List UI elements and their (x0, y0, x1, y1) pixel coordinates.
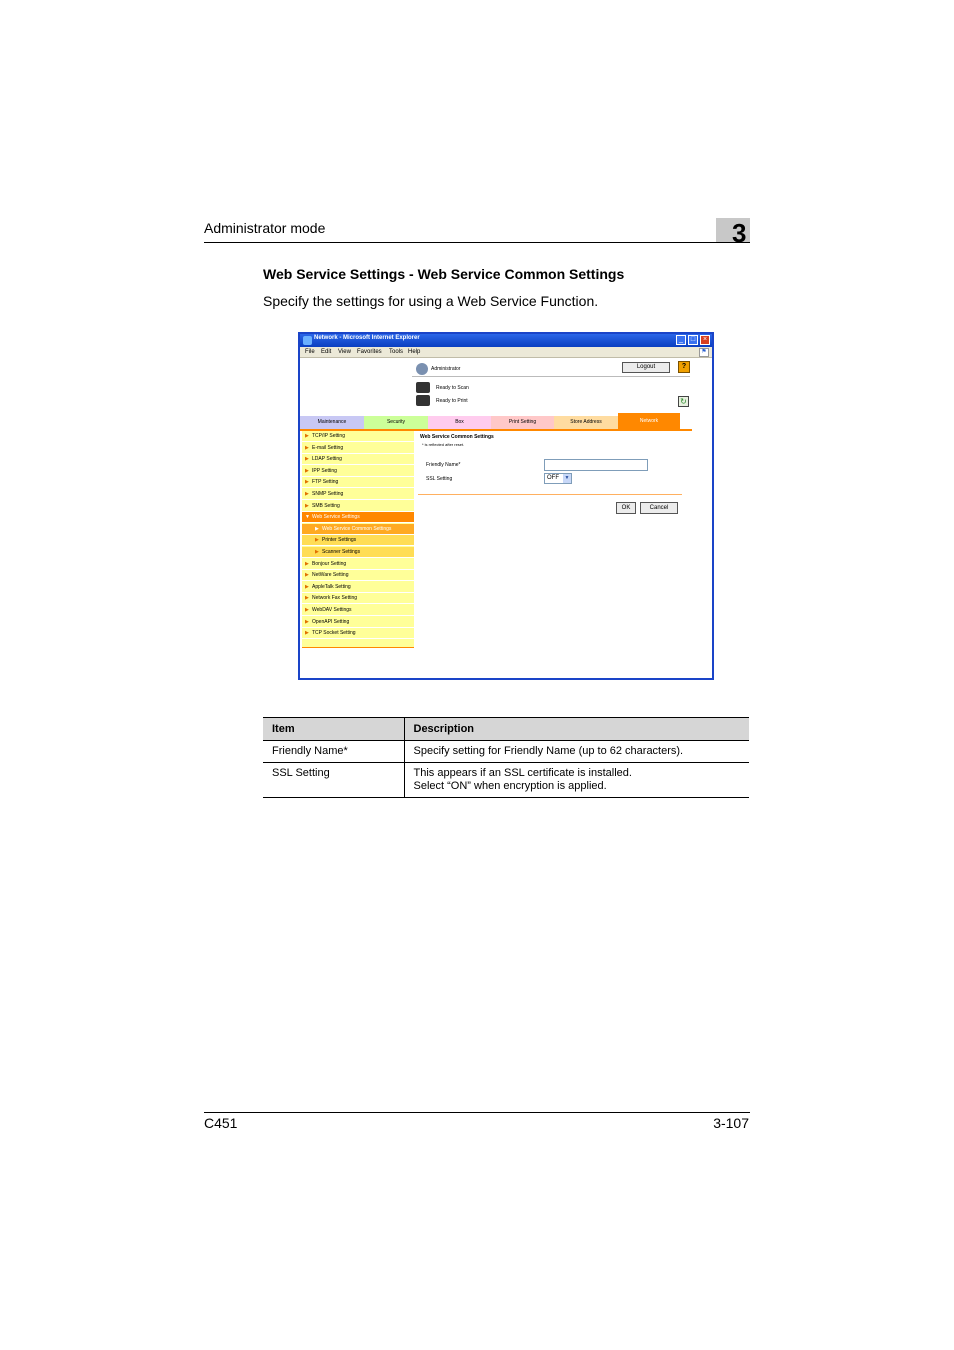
section-title: Web Service Settings - Web Service Common Settings (263, 266, 625, 282)
status-print: Ready to Print (436, 398, 468, 404)
header-title: Administrator mode (204, 220, 326, 236)
sidebar-item-ldap[interactable]: ▶ LDAP Setting (302, 454, 414, 465)
ssl-setting-select[interactable] (544, 473, 572, 484)
sidebar-bottom-rule (302, 647, 414, 648)
sidebar-item-web-service-common[interactable]: ▶ Web Service Common Settings (302, 524, 414, 535)
window-title: Network - Microsoft Internet Explorer (314, 335, 420, 341)
ok-button[interactable]: OK (616, 502, 636, 514)
table-header-description: Description (404, 718, 749, 741)
table-header-item: Item (263, 718, 404, 741)
ssl-setting-value: OFF (547, 475, 559, 481)
ssl-setting-label: SSL Setting (426, 476, 453, 482)
tab-store-address[interactable]: Store Address (554, 416, 618, 429)
sidebar-item-network-fax[interactable]: ▶ Network Fax Setting (302, 593, 414, 604)
table-cell-item: Friendly Name* (263, 741, 404, 763)
sidebar-item-tcpip[interactable]: ▶ TCP/IP Setting (302, 431, 414, 442)
sidebar-item-ftp[interactable]: ▶ FTP Setting (302, 477, 414, 488)
content-note: * is reflected after reset. (422, 442, 465, 447)
friendly-name-input[interactable] (544, 459, 648, 471)
sidebar-item-smb[interactable]: ▶ SMB Setting (302, 501, 414, 512)
tab-box[interactable]: Box (428, 416, 491, 429)
tab-security[interactable]: Security (364, 416, 428, 429)
footer-rule (204, 1112, 750, 1113)
table-cell-description: This appears if an SSL certificate is installed. Select “ON” when encryption is applied. (404, 763, 749, 798)
menu-file[interactable]: File (305, 349, 315, 355)
menu-view[interactable]: View (338, 349, 351, 355)
maximize-icon[interactable]: □ (688, 335, 698, 345)
help-icon[interactable]: ? (678, 361, 690, 373)
user-role: Administrator (431, 366, 461, 372)
sidebar-item-tcp-socket[interactable]: ▶ TCP Socket Setting (302, 628, 414, 639)
sidebar-item-ipp[interactable]: ▶ IPP Setting (302, 466, 414, 477)
scanner-icon (416, 382, 430, 393)
chapter-number: 3 (732, 218, 747, 248)
status-scan: Ready to Scan (436, 385, 469, 391)
table-cell-item: SSL Setting (263, 763, 404, 798)
header-rule (204, 242, 750, 243)
sidebar-item-appletalk[interactable]: ▶ AppleTalk Setting (302, 582, 414, 593)
sidebar-item-bonjour[interactable]: ▶ Bonjour Setting (302, 559, 414, 570)
footer-page-number: 3-107 (713, 1115, 749, 1131)
table-row (263, 763, 749, 798)
sidebar-item-webdav[interactable]: ▶ WebDAV Settings (302, 605, 414, 616)
sidebar-item-web-service[interactable]: ▼ Web Service Settings (302, 512, 414, 523)
cancel-button[interactable]: Cancel (640, 502, 678, 514)
menu-favorites[interactable]: Favorites (357, 349, 382, 355)
menu-help[interactable]: Help (408, 349, 421, 355)
tab-network[interactable]: Network (618, 413, 680, 429)
friendly-name-label: Friendly Name* (426, 462, 461, 468)
minimize-icon[interactable]: _ (676, 335, 686, 345)
menu-tools[interactable]: Tools (389, 349, 404, 355)
printer-icon (416, 395, 430, 406)
content-title: Web Service Common Settings (420, 434, 494, 440)
sidebar-item-snmp[interactable]: ▶ SNMP Setting (302, 489, 414, 500)
content-rule (418, 494, 682, 495)
chevron-down-icon: ▼ (564, 475, 570, 481)
section-intro: Specify the settings for using a Web Service Function. (263, 293, 599, 309)
description-table (263, 717, 749, 798)
refresh-icon[interactable]: ↻ (678, 396, 689, 407)
sidebar-nav (302, 431, 414, 647)
sidebar-item-netware[interactable]: ▶ NetWare Setting (302, 570, 414, 581)
table-row (263, 741, 749, 763)
menu-bar (300, 347, 712, 358)
ie-icon (303, 336, 312, 345)
menu-edit[interactable]: Edit (321, 349, 332, 355)
sidebar-item-openapi[interactable]: ▶ OpenAPI Setting (302, 617, 414, 628)
footer-model: C451 (204, 1115, 238, 1131)
table-cell-description: Specify setting for Friendly Name (up to 62 characters). (404, 741, 749, 763)
windows-flag-icon: ⚑ (699, 348, 709, 357)
close-icon[interactable]: × (700, 335, 710, 345)
window-titlebar (300, 334, 712, 347)
browser-window (298, 332, 714, 680)
administrator-icon (416, 363, 428, 375)
header-separator (412, 376, 690, 377)
sidebar-item-printer-settings[interactable]: ▶ Printer Settings (302, 535, 414, 546)
sidebar-item-email[interactable]: ▶ E-mail Setting (302, 443, 414, 454)
tab-maintenance[interactable]: Maintenance (300, 416, 364, 429)
logout-button[interactable]: Logout (622, 362, 670, 373)
sidebar-item-scanner-settings[interactable]: ▶ Scanner Settings (302, 547, 414, 558)
tab-print-setting[interactable]: Print Setting (491, 416, 554, 429)
